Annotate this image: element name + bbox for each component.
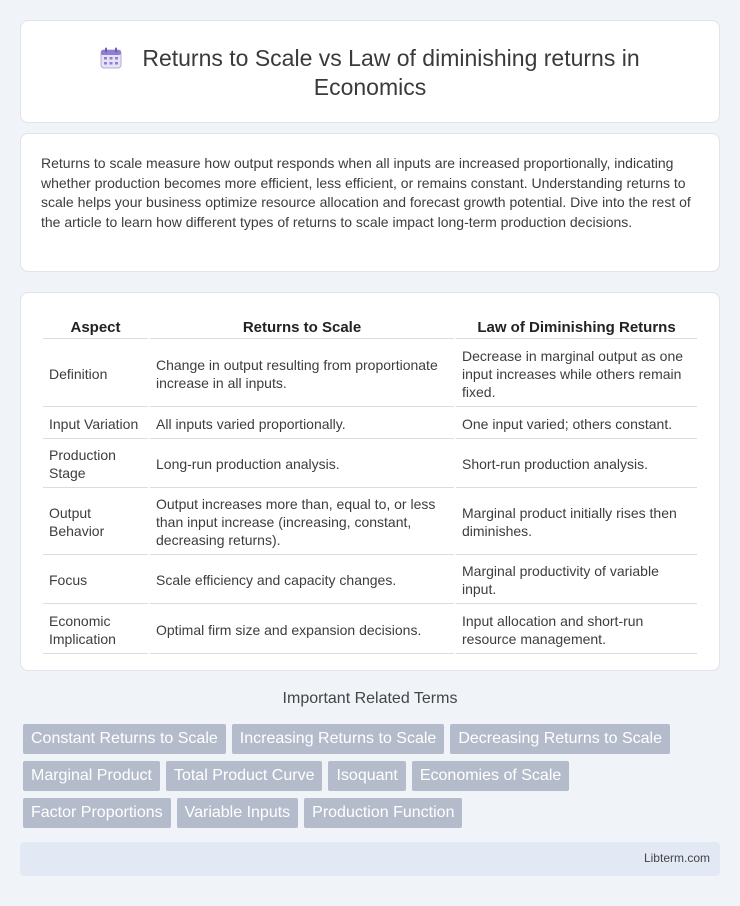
tag-row [23,761,723,791]
page-title: Returns to Scale vs Law of diminishing returns in Economics [142,45,640,100]
row-returns-to-scale: All inputs varied proportionally. [150,409,454,439]
comparison-table [41,315,699,656]
comparison-table-card [20,292,720,671]
table-header-row [43,317,697,339]
table-row [43,606,697,654]
row-diminishing-returns: One input varied; others constant. [456,409,697,439]
row-aspect: Focus [43,557,148,604]
tag-production-function[interactable]: Production Function [304,798,462,828]
tag-isoquant[interactable]: Isoquant [328,761,405,791]
table-row [43,441,697,488]
tag-decreasing-returns-to-scale[interactable]: Decreasing Returns to Scale [450,724,670,754]
table-row [43,490,697,555]
table-row [43,409,697,439]
row-diminishing-returns: Short-run production analysis. [456,441,697,488]
intro-card [20,133,720,272]
table-row [43,557,697,604]
row-returns-to-scale: Output increases more than, equal to, or less than input increase (increasing, constant, decreasing returns). [150,490,454,555]
tag-constant-returns-to-scale[interactable]: Constant Returns to Scale [23,724,226,754]
related-terms-title: Important Related Terms [282,690,458,707]
tag-economies-of-scale[interactable]: Economies of Scale [412,761,569,791]
tag-variable-inputs[interactable]: Variable Inputs [177,798,299,828]
row-diminishing-returns: Input allocation and short-run resource management. [456,606,697,654]
header-aspect: Aspect [43,317,148,339]
page-title-wrap [21,44,719,102]
row-returns-to-scale: Long-run production analysis. [150,441,454,488]
row-diminishing-returns: Marginal productivity of variable input. [456,557,697,604]
footer-site-link[interactable]: Libterm.com [643,851,710,865]
calendar-icon [100,47,122,69]
related-terms-tags [23,724,723,835]
row-returns-to-scale: Scale efficiency and capacity changes. [150,557,454,604]
tag-marginal-product[interactable]: Marginal Product [23,761,160,791]
tag-total-product-curve[interactable]: Total Product Curve [166,761,323,791]
row-aspect: Production Stage [43,441,148,488]
header-returns-to-scale: Returns to Scale [150,317,454,339]
tag-increasing-returns-to-scale[interactable]: Increasing Returns to Scale [232,724,445,754]
tag-row [23,724,723,754]
row-aspect: Definition [43,341,148,407]
tag-factor-proportions[interactable]: Factor Proportions [23,798,171,828]
tag-row [23,798,723,828]
title-card [20,20,720,123]
header-law-of-diminishing-returns: Law of Diminishing Returns [456,317,697,339]
row-aspect: Economic Implication [43,606,148,654]
row-aspect: Output Behavior [43,490,148,555]
row-returns-to-scale: Change in output resulting from proportionate increase in all inputs. [150,341,454,407]
row-aspect: Input Variation [43,409,148,439]
table-row [43,341,697,407]
row-diminishing-returns: Marginal product initially rises then diminishes. [456,490,697,555]
row-diminishing-returns: Decrease in marginal output as one input increases while others remain fixed. [456,341,697,407]
intro-paragraph: Returns to scale measure how output responds when all inputs are increased proportionally, indicating whether production becomes more efficient, less efficient, or remains constant. Understanding returns to scale helps your business optimize resource allocation and forecast growth potential. Dive into the rest of the article to learn how different types of returns to scale impact long-term production decisions. [41,155,691,230]
footer [20,842,720,876]
row-returns-to-scale: Optimal firm size and expansion decisions. [150,606,454,654]
